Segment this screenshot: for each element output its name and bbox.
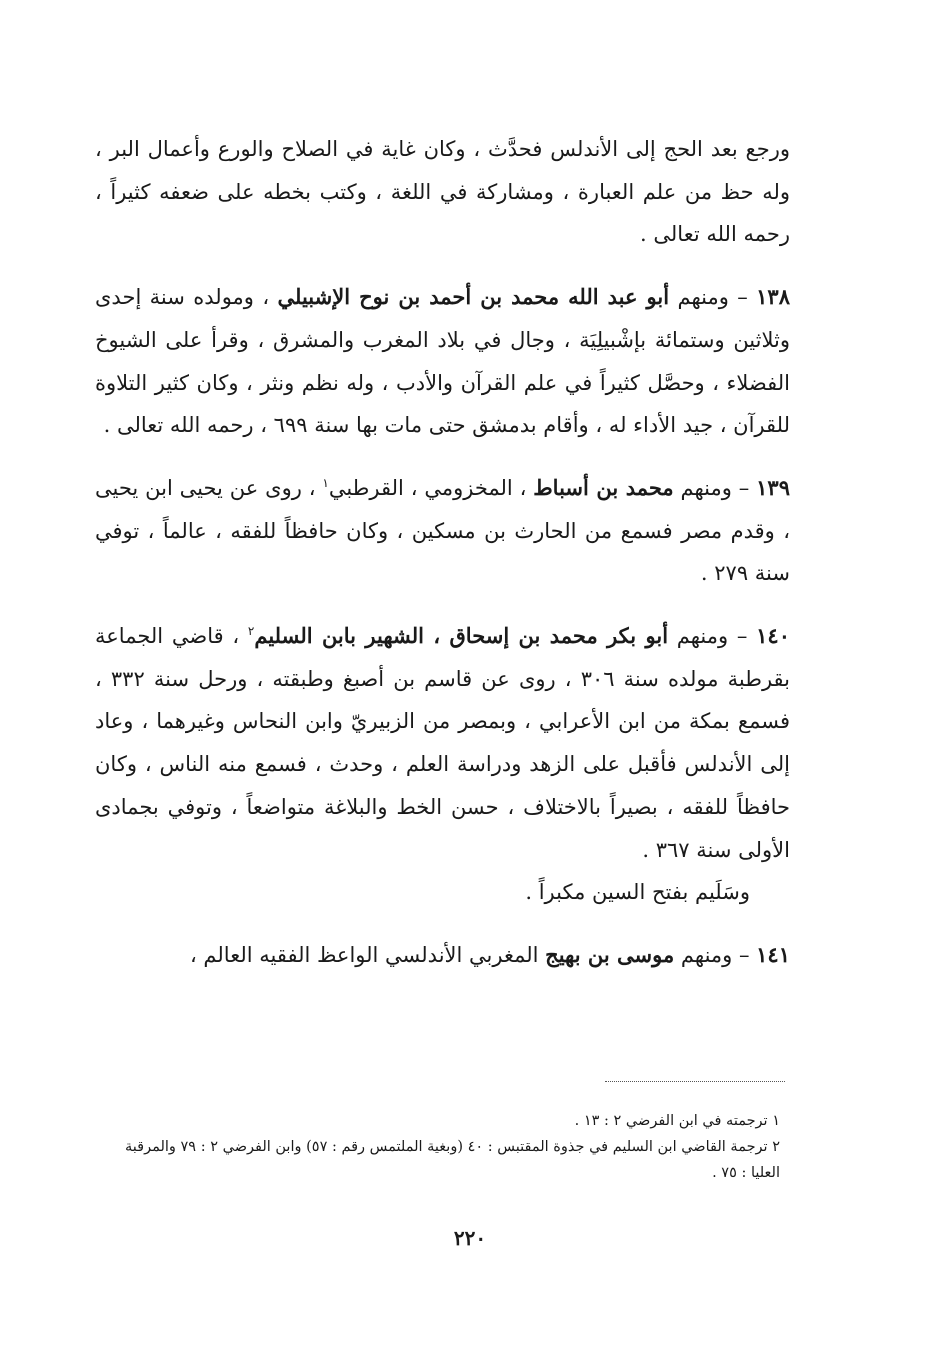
footnote-ref: ١ [322,475,329,490]
entry-note: وسَلَيم بفتح السين مكبراً . [525,880,750,905]
entry-name: أبو بكر محمد بن إسحاق ، الشهير بابن السليم [254,623,669,649]
entry-name: موسى بن بهيج [545,941,675,967]
entry-dash: – ومنهم [674,942,757,967]
entry-pre-text: ، المخزومي ، القرطبي [328,475,534,500]
entry-140 [95,615,790,871]
entry-text: ، روى عن يحيى ابن يحيى ، وقدم مصر فسمع من الحارث بن مسكين ، وكان حافظاً للفقه ، عالماً ، توفي سنة ٢٧٩ . [95,475,790,586]
paragraph-continuation [95,128,790,256]
entry-141 [95,934,790,977]
footnote-1: ١ ترجمته في ابن الفرضي ٢ : ١٣ . [574,1113,780,1129]
entry-number: ١٤٠ [756,623,790,649]
footnote-ref: ٢ [247,624,255,639]
entry-number: ١٣٨ [756,284,790,310]
entry-number: ١٣٩ [756,474,790,500]
entry-text: ، قاضي الجماعة بقرطبة مولده سنة ٣٠٦ ، روى عن قاسم بن أصبغ وطبقته ، ورحل سنة ٣٣٢ ، فسمع بمكة من ابن الأعرابي ، وبمصر من الزبيريّ وابن النحاس وغيرهما ، وعاد إلى الأندلس فأقبل على الزهد ودراسة العلم ، وحدث ، فسمع منه الناس ، وكان حافظاً للفقه ، بصيراً بالاختلاف ، حسن الخط والبلاغة متواضعاً ، وتوفي بجمادى الأولى سنة ٣٦٧ . [95,624,790,862]
entry-name: محمد بن أسباط [533,474,674,500]
entry-dash: – ومنهم [669,285,757,310]
page-number: ٢٢٠ [453,1226,487,1250]
entry-139 [95,467,790,595]
footnote-divider [605,1081,785,1082]
footnote-2: ٢ ترجمة القاضي ابن السليم في جذوة المقتبس : ٤٠ (وبغية الملتمس رقم : ٥٧) وابن الفرضي ٢ : ٧٩ والمرقبة العليا : ٧٥ . [124,1139,780,1181]
entry-dash: – ومنهم [673,475,757,500]
entry-number: ١٤١ [756,941,790,967]
entry-name: أبو عبد الله محمد بن أحمد بن نوح الإشبيلي [277,284,670,310]
footnotes [95,1108,780,1186]
entry-140-note [95,871,790,914]
main-text [95,128,790,977]
entry-text: المغربي الأندلسي الواعظ الفقيه العالم ، [189,942,546,967]
entry-text: ، ومولده سنة إحدى وثلاثين وستمائة بإشْبيلِيَة ، وجال في بلاد المغرب والمشرق ، وقرأ على الشيوخ الفضلاء ، وحصَّل كثيراً في علم القرآن والأدب ، وله نظم ونثر ، وكان كثير التلاوة للقرآن ، جيد الأداء له ، وأقام بدمشق حتى مات بها سنة ٦٩٩ ، رحمه الله تعالى . [95,285,790,438]
entry-138 [95,276,790,447]
paragraph-text: ورجع بعد الحج إلى الأندلس فحدَّث ، وكان غاية في الصلاح والورع وأعمال البر ، وله حظ من علم العبارة ، ومشاركة في اللغة ، وكتب بخطه على ضعفه كثيراً ، رحمه الله تعالى . [95,137,790,247]
entry-dash: – ومنهم [668,624,757,649]
